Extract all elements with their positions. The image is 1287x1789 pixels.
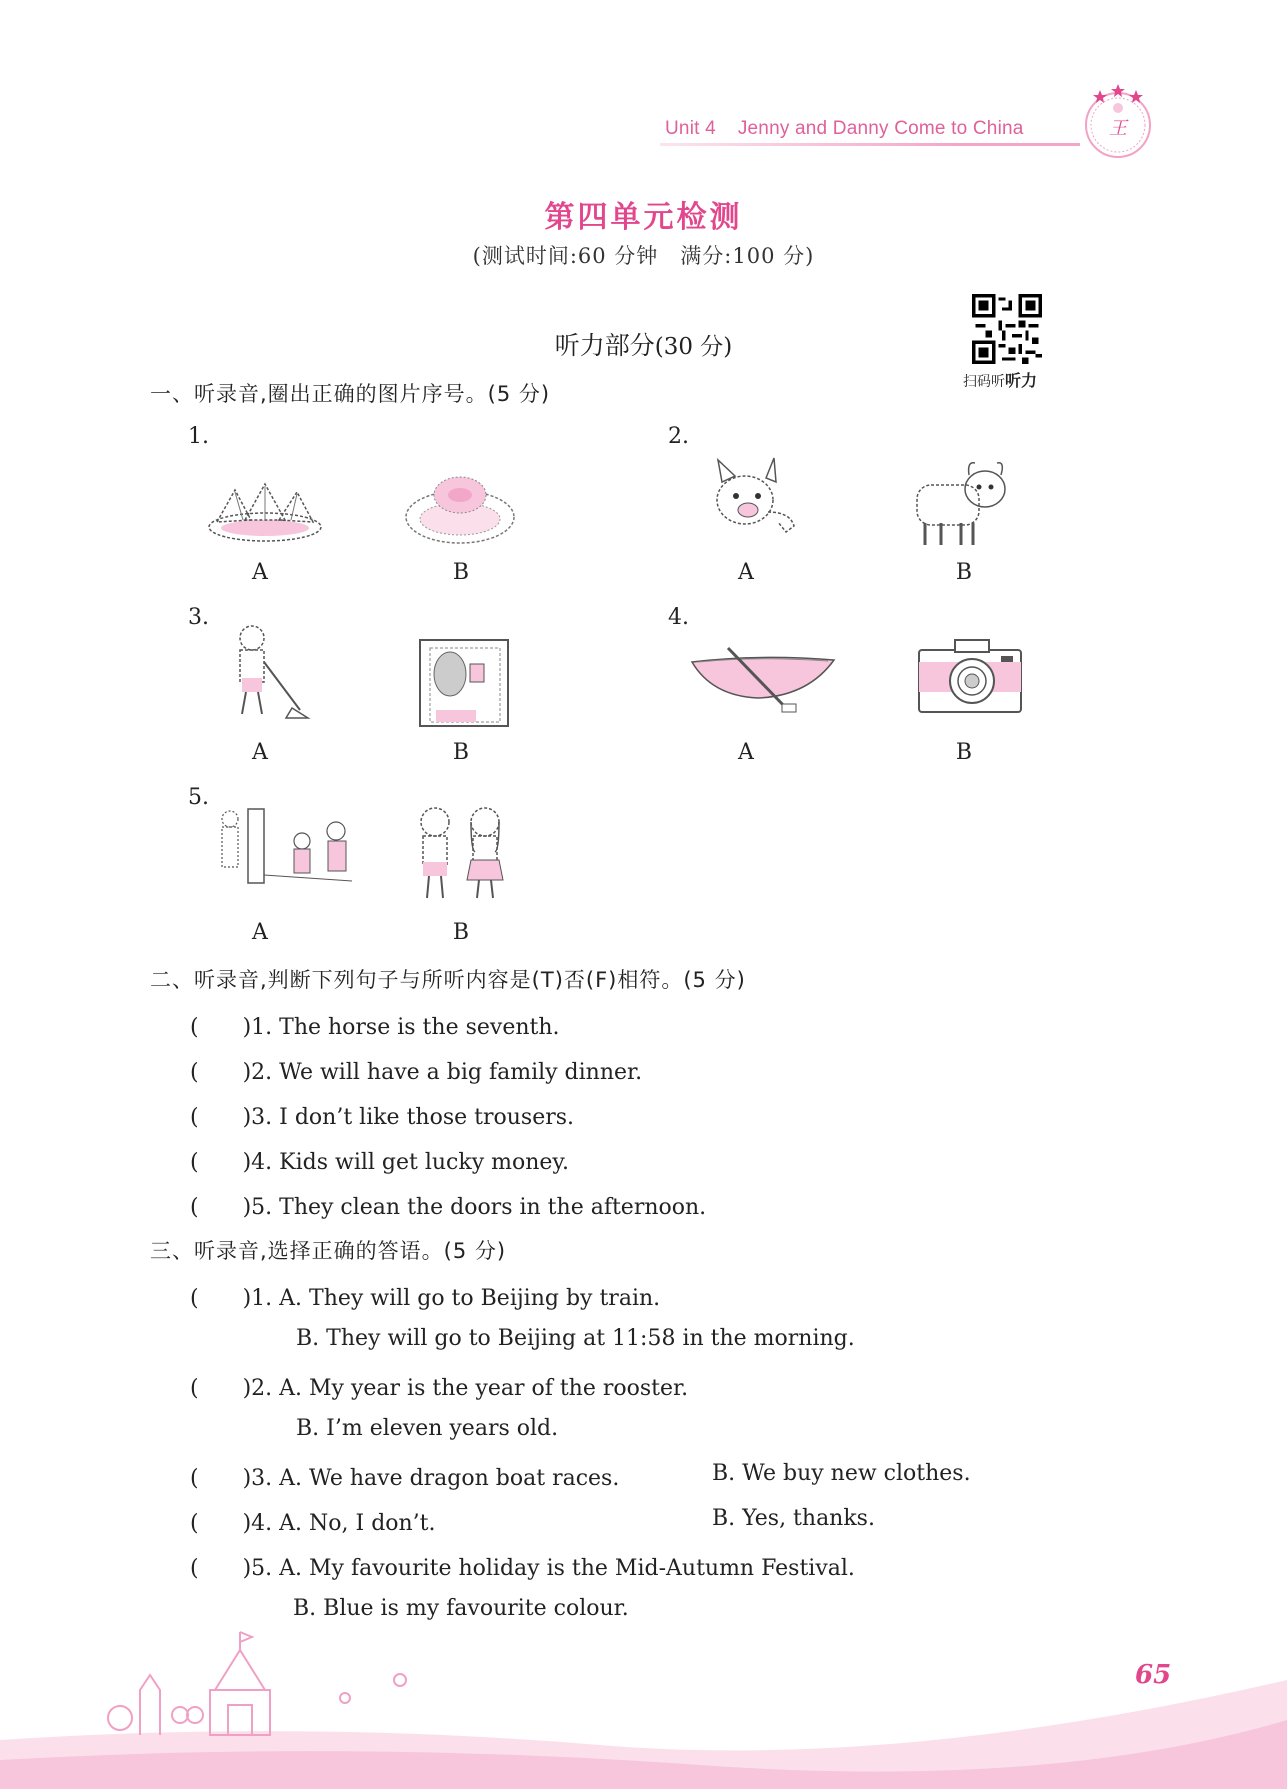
listening-points: (30 分): [654, 334, 733, 360]
option-b-label: B: [452, 920, 470, 945]
school-scene-picture[interactable]: [212, 805, 357, 891]
listening-title: 听力部分: [554, 331, 655, 360]
tf-item[interactable]: ( )5. They clean the doors in the afternoon.: [190, 1195, 707, 1220]
qr-caption: [963, 368, 1037, 391]
boy-and-girl-picture[interactable]: [405, 800, 515, 904]
header-rule: [660, 143, 1080, 146]
choice-item-a[interactable]: ( )3. A. We have dragon boat races.: [190, 1466, 620, 1491]
choice-item-b[interactable]: B. Blue is my favourite colour.: [293, 1596, 629, 1621]
mooncake-picture[interactable]: [400, 455, 520, 555]
option-a-label: A: [738, 740, 754, 765]
choice-item-b[interactable]: B. They will go to Beijing at 11:58 in the morning.: [296, 1326, 855, 1351]
page-number: 65: [1135, 1660, 1172, 1690]
section2-heading: 二、听录音,判断下列句子与所听内容是(T)否(F)相符。(5 分): [150, 968, 746, 992]
tf-item[interactable]: ( )2. We will have a big family dinner.: [190, 1060, 643, 1085]
choice-item-a[interactable]: ( )5. A. My favourite holiday is the Mid-Autumn Festival.: [190, 1556, 855, 1581]
boy-sweeping-picture[interactable]: [208, 622, 328, 722]
tf-item[interactable]: ( )1. The horse is the seventh.: [190, 1015, 560, 1040]
section3-heading: 三、听录音,选择正确的答语。(5 分): [150, 1239, 507, 1263]
choice-item-b[interactable]: B. Yes, thanks.: [712, 1506, 875, 1531]
question-number: 4.: [668, 605, 689, 630]
svg-text:王: 王: [1109, 118, 1127, 139]
question-number: 5.: [188, 785, 209, 810]
choice-item-b[interactable]: B. We buy new clothes.: [712, 1461, 971, 1486]
option-b-label: B: [452, 740, 470, 765]
option-a-label: A: [738, 560, 754, 585]
page-title: 第四单元检测: [544, 200, 743, 235]
choice-item-b[interactable]: B. I’m eleven years old.: [296, 1416, 559, 1441]
footer-decoration: [0, 1570, 1287, 1789]
option-a-label: A: [252, 920, 268, 945]
header-title: Jenny and Danny Come to China: [737, 118, 1024, 139]
tf-item[interactable]: ( )4. Kids will get lucky money.: [190, 1150, 569, 1175]
header-unit: Unit 4: [665, 118, 716, 139]
zongzi-picture[interactable]: [205, 462, 325, 562]
boat-picture[interactable]: [688, 640, 838, 720]
question-number: 2.: [668, 424, 689, 449]
qr-caption-prefix: 扫码听: [963, 374, 1005, 390]
choice-item-a[interactable]: ( )4. A. No, I don’t.: [190, 1511, 436, 1536]
ox-picture[interactable]: [905, 455, 1025, 555]
tf-item[interactable]: ( )3. I don’t like those trousers.: [190, 1105, 575, 1130]
question-number: 3.: [188, 605, 209, 630]
qr-caption-bold: 听力: [1005, 371, 1038, 390]
test-info: (测试时间:60 分钟 满分:100 分): [472, 244, 815, 268]
option-a-label: A: [252, 740, 268, 765]
publisher-logo: [1075, 78, 1161, 164]
camera-picture[interactable]: [915, 638, 1025, 716]
listening-heading: [0, 326, 1287, 362]
option-b-label: B: [452, 560, 470, 585]
question-number: 1.: [188, 424, 209, 449]
option-b-label: B: [955, 740, 973, 765]
option-b-label: B: [955, 560, 973, 585]
pig-picture[interactable]: [690, 452, 810, 552]
girl-cleaning-window-picture[interactable]: [400, 630, 520, 730]
option-a-label: A: [252, 560, 268, 585]
choice-item-a[interactable]: ( )1. A. They will go to Beijing by train.: [190, 1286, 661, 1311]
choice-item-a[interactable]: ( )2. A. My year is the year of the rooster.: [190, 1376, 689, 1401]
section1-heading: 一、听录音,圈出正确的图片序号。(5 分): [150, 382, 551, 406]
running-header: [665, 118, 1024, 140]
